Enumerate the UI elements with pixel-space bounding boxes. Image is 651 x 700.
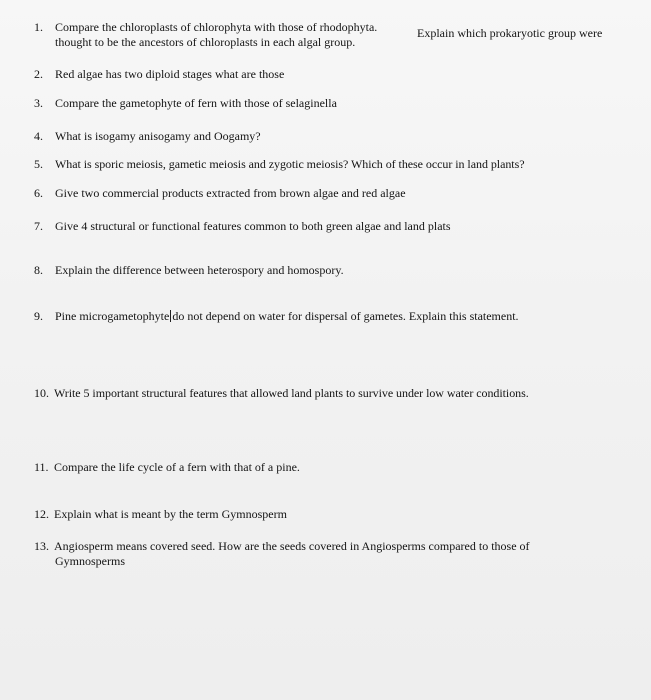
question-number: 13. [34, 539, 49, 553]
question-number: 8. [34, 263, 43, 277]
question-number: 6. [34, 186, 43, 200]
question-number: 11. [34, 460, 49, 474]
question-text-continued: Explain which prokaryotic group were [417, 26, 603, 40]
question-number: 4. [34, 129, 43, 143]
question-text: Compare the gametophyte of fern with those of selaginella [55, 96, 337, 110]
question-number: 5. [34, 157, 43, 171]
question-text-before-cursor: Pine microgametophyte [55, 309, 170, 323]
question-text [55, 310, 519, 323]
question-text: Give two commercial products extracted from brown algae and red algae [55, 186, 406, 200]
question-text-line2: thought to be the ancestors of chloroplasts in each algal group. [55, 35, 356, 49]
question-text: What is isogamy anisogamy and Oogamy? [55, 129, 261, 143]
question-text: Explain what is meant by the term Gymnosperm [54, 507, 287, 521]
question-text: Red algae has two diploid stages what are those [55, 67, 285, 81]
question-number: 7. [34, 219, 43, 233]
question-text: Angiosperm means covered seed. How are the seeds covered in Angiosperms compared to those of [54, 539, 530, 553]
question-number: 1. [34, 20, 43, 34]
question-number: 9. [34, 309, 43, 323]
question-text: What is sporic meiosis, gametic meiosis and zygotic meiosis? Which of these occur in land plants? [55, 157, 525, 171]
question-text-after-cursor: do not depend on water for dispersal of gametes. Explain this statement. [172, 309, 519, 323]
question-text: Compare the life cycle of a fern with that of a pine. [54, 460, 300, 474]
question-text-line2: Gymnosperms [55, 554, 125, 568]
question-text: Give 4 structural or functional features common to both green algae and land plats [55, 219, 451, 233]
question-number: 3. [34, 96, 43, 110]
question-text: Write 5 important structural features that allowed land plants to survive under low water conditions. [54, 386, 529, 400]
question-number: 10. [34, 386, 49, 400]
question-number: 2. [34, 67, 43, 81]
question-text: Explain the difference between heterospory and homospory. [55, 263, 344, 277]
question-number: 12. [34, 507, 49, 521]
question-text: Compare the chloroplasts of chlorophyta with those of rhodophyta. [55, 20, 378, 34]
